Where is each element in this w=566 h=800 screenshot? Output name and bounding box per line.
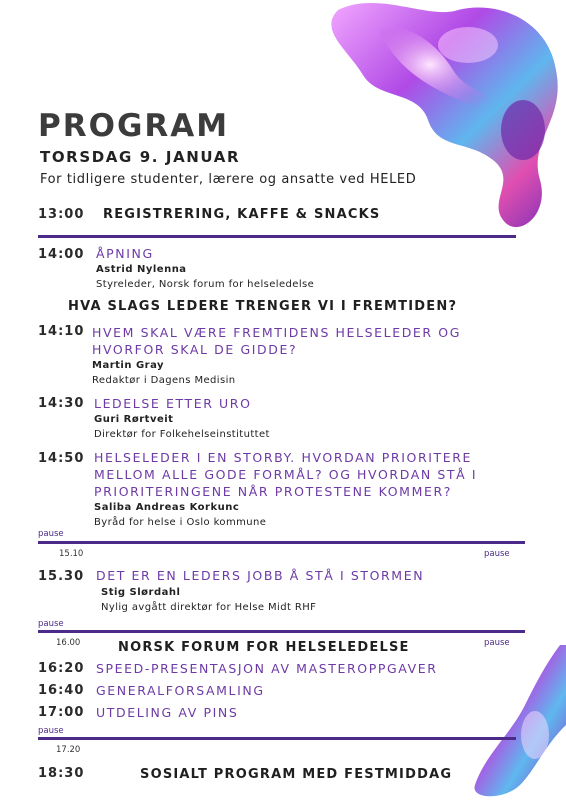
speaker-name: Stig Slørdahl xyxy=(101,587,181,598)
social-label: SOSIALT PROGRAM MED FESTMIDDAG xyxy=(140,767,453,782)
session-title-talk3-line1: HELSELEDER I EN STORBY. HVORDAN PRIORITERE xyxy=(94,450,473,465)
registration-label: REGISTRERING, KAFFE & SNACKS xyxy=(103,207,381,222)
time-item2: 16:40 xyxy=(38,683,85,698)
pause-label: pause xyxy=(38,726,64,736)
decorative-blob-bottom xyxy=(465,645,566,800)
pause-time: 16.00 xyxy=(56,638,81,648)
time-talk2: 14:30 xyxy=(38,396,85,411)
speaker-role: Styreleder, Norsk forum for helseledelse xyxy=(96,279,315,290)
speaker-name: Astrid Nylenna xyxy=(96,264,187,275)
speaker-name: Guri Rørtveit xyxy=(94,414,174,425)
time-item1: 16:20 xyxy=(38,661,85,676)
time-talk4: 15.30 xyxy=(38,569,85,584)
time-talk1: 14:10 xyxy=(38,324,85,339)
pause-time: 17.20 xyxy=(56,745,81,755)
speaker-name: Martin Gray xyxy=(92,360,165,371)
session-title-talk3-line2: MELLOM ALLE GODE FORMÅL? OG HVORDAN STÅ I xyxy=(94,467,478,482)
pause-label: pause xyxy=(484,638,510,648)
session-title-talk1-line2: HVORFOR SKAL DE GIDDE? xyxy=(92,342,298,357)
speaker-name: Saliba Andreas Korkunc xyxy=(94,502,240,513)
speaker-role: Direktør for Folkehelseinstituttet xyxy=(94,429,270,440)
divider xyxy=(38,235,516,238)
pause-label: pause xyxy=(484,549,510,559)
divider xyxy=(38,737,516,740)
time-opening: 14:00 xyxy=(38,247,85,262)
forum-heading: NORSK FORUM FOR HELSELEDELSE xyxy=(118,640,410,655)
pause-label: pause xyxy=(38,619,64,629)
session-title-item1: SPEED-PRESENTASJON AV MASTEROPPGAVER xyxy=(96,661,438,676)
theme-heading: HVA SLAGS LEDERE TRENGER VI I FREMTIDEN? xyxy=(68,299,458,314)
time-item3: 17:00 xyxy=(38,705,85,720)
speaker-role: Nylig avgått direktør for Helse Midt RHF xyxy=(101,602,317,613)
pause-label: pause xyxy=(38,529,64,539)
session-title-item3: UTDELING AV PINS xyxy=(96,705,239,720)
speaker-role: Byråd for helse i Oslo kommune xyxy=(94,517,267,528)
time-talk3: 14:50 xyxy=(38,451,85,466)
session-title-talk3-line3: PRIORITERINGENE NÅR PROTESTENE KOMMER? xyxy=(94,484,452,499)
time-social: 18:30 xyxy=(38,766,85,781)
audience-line: For tidligere studenter, lærere og ansatte ved HELED xyxy=(40,172,417,187)
session-title-talk4: DET ER EN LEDERS JOBB Å STÅ I STORMEN xyxy=(96,568,425,583)
page-title: PROGRAM xyxy=(38,108,230,144)
divider xyxy=(38,630,525,633)
session-title-opening: ÅPNING xyxy=(96,246,154,261)
pause-time: 15.10 xyxy=(59,549,84,559)
event-date: TORSDAG 9. JANUAR xyxy=(40,148,241,166)
session-title-item2: GENERALFORSAMLING xyxy=(96,683,265,698)
session-title-talk2: LEDELSE ETTER URO xyxy=(94,396,252,411)
speaker-role: Redaktør i Dagens Medisin xyxy=(92,375,236,386)
session-title-talk1-line1: HVEM SKAL VÆRE FREMTIDENS HELSELEDER OG xyxy=(92,325,462,340)
divider xyxy=(38,541,525,544)
time-registration: 13:00 xyxy=(38,207,85,222)
